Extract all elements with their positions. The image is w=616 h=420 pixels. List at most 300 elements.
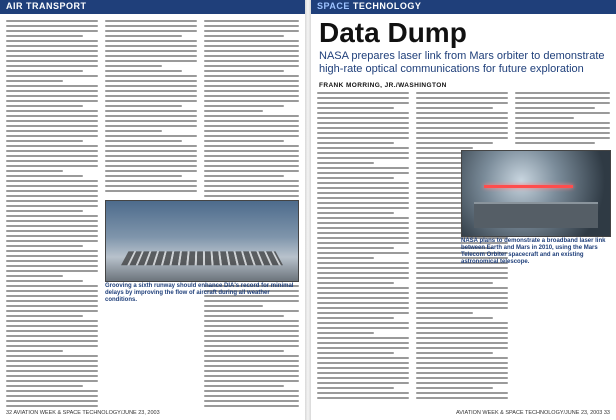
text-line [204, 120, 299, 122]
text-line [317, 357, 409, 359]
text-line [105, 35, 182, 37]
left-column-1 [6, 20, 98, 410]
text-line [105, 95, 197, 97]
text-line [317, 327, 409, 329]
text-line [204, 180, 299, 182]
text-line [416, 297, 508, 299]
text-line [317, 212, 394, 214]
text-line [6, 115, 98, 117]
text-line [317, 277, 409, 279]
text-line [317, 182, 409, 184]
text-line [105, 125, 197, 127]
section-prefix: SPACE [317, 1, 350, 11]
text-line [6, 365, 98, 367]
text-line [416, 367, 508, 369]
text-line [6, 140, 83, 142]
text-line [6, 130, 98, 132]
runway-photo [105, 200, 299, 282]
text-line [317, 347, 409, 349]
byline: FRANK MORRING, JR./WASHINGTON [319, 82, 447, 89]
text-line [6, 280, 83, 282]
text-line [416, 132, 508, 134]
text-line [204, 390, 299, 392]
text-line [6, 20, 98, 22]
text-line [416, 117, 508, 119]
text-line [6, 85, 98, 87]
text-line [105, 45, 197, 47]
text-line [317, 122, 409, 124]
text-line [416, 347, 508, 349]
text-line [105, 55, 197, 57]
text-line [204, 370, 299, 372]
text-line [6, 335, 98, 337]
text-line [204, 75, 299, 77]
text-line [317, 252, 409, 254]
text-line [317, 377, 409, 379]
text-line [317, 242, 409, 244]
text-line [416, 307, 508, 309]
text-line [204, 365, 299, 367]
text-line [105, 30, 197, 32]
text-line [204, 195, 299, 197]
text-line [6, 405, 98, 407]
text-line [105, 145, 197, 147]
text-line [317, 197, 409, 199]
text-line [6, 350, 63, 352]
laser-lab-photo [461, 150, 611, 237]
text-line [416, 102, 508, 104]
text-line [317, 262, 409, 264]
text-line [105, 40, 197, 42]
text-line [6, 215, 98, 217]
text-line [317, 142, 394, 144]
text-line [204, 30, 299, 32]
text-line [6, 400, 98, 402]
text-line [105, 115, 197, 117]
text-line [317, 232, 409, 234]
text-line [416, 302, 508, 304]
text-line [317, 397, 409, 399]
text-line [105, 85, 197, 87]
text-line [416, 397, 508, 399]
section-label-space-technology [317, 1, 421, 11]
text-line [204, 170, 299, 172]
text-line [204, 125, 299, 127]
text-line [6, 40, 98, 42]
text-line [204, 325, 299, 327]
folio-right: AVIATION WEEK & SPACE TECHNOLOGY/JUNE 23, 2003 33 [456, 410, 610, 416]
text-line [204, 165, 299, 167]
text-line [105, 185, 197, 187]
text-line [416, 97, 508, 99]
text-line [6, 145, 98, 147]
text-line [105, 140, 182, 142]
text-line [6, 180, 98, 182]
text-line [6, 55, 98, 57]
text-line [317, 107, 394, 109]
text-line [317, 202, 409, 204]
text-line [317, 192, 409, 194]
folio-left: 32 AVIATION WEEK & SPACE TECHNOLOGY/JUNE 23, 2003 [6, 410, 160, 416]
text-line [317, 97, 409, 99]
text-line [105, 165, 197, 167]
text-line [416, 357, 508, 359]
text-line [317, 162, 374, 164]
text-line [105, 150, 197, 152]
text-line [416, 327, 508, 329]
text-line [317, 132, 409, 134]
runway-icon [121, 251, 282, 265]
right-column-1 [317, 92, 409, 402]
text-line [204, 150, 299, 152]
text-line [6, 110, 98, 112]
text-line [317, 257, 374, 259]
section-bar-left [0, 0, 305, 14]
text-line [105, 50, 197, 52]
text-line [6, 200, 98, 202]
text-line [204, 375, 299, 377]
text-line [6, 275, 63, 277]
text-line [416, 92, 508, 94]
text-line [6, 30, 98, 32]
text-line [416, 267, 508, 269]
text-line [204, 340, 299, 342]
text-line [6, 195, 98, 197]
text-line [6, 315, 83, 317]
text-line [317, 287, 409, 289]
text-line [416, 312, 473, 314]
text-line [204, 305, 263, 307]
section-suffix: TECHNOLOGY [352, 1, 422, 11]
text-line [6, 75, 98, 77]
text-line [317, 282, 394, 284]
text-line [6, 250, 98, 252]
text-line [105, 100, 197, 102]
text-line [515, 102, 610, 104]
text-line [204, 175, 284, 177]
right-column-3 [515, 92, 610, 147]
text-line [204, 55, 299, 57]
text-line [6, 175, 83, 177]
text-line [317, 177, 394, 179]
text-line [317, 372, 409, 374]
text-line [515, 142, 595, 144]
text-line [6, 150, 98, 152]
text-line [6, 230, 98, 232]
text-line [204, 380, 299, 382]
text-line [416, 107, 493, 109]
text-line [204, 80, 299, 82]
text-line [204, 110, 263, 112]
text-line [317, 112, 409, 114]
text-line [6, 345, 98, 347]
text-line [6, 235, 98, 237]
text-line [6, 265, 98, 267]
text-line [6, 120, 98, 122]
text-line [317, 172, 409, 174]
text-line [204, 385, 284, 387]
text-line [6, 290, 98, 292]
text-line [6, 370, 98, 372]
text-line [204, 345, 299, 347]
left-column-2 [105, 20, 197, 195]
text-line [6, 210, 83, 212]
text-line [105, 20, 197, 22]
text-line [317, 152, 409, 154]
text-line [6, 330, 98, 332]
text-line [317, 247, 394, 249]
laser-beam-icon [484, 185, 573, 188]
text-line [416, 392, 508, 394]
text-line [317, 337, 409, 339]
text-line [317, 137, 409, 139]
text-line [204, 90, 299, 92]
text-line [105, 160, 197, 162]
text-line [105, 120, 197, 122]
section-bar-right [311, 0, 616, 14]
article-deck: NASA prepares laser link from Mars orbiter to demonstrate high-rate optical communications for future exploration [319, 50, 605, 75]
text-line [317, 127, 409, 129]
text-line [105, 65, 162, 67]
text-line [204, 310, 299, 312]
text-line [6, 385, 83, 387]
text-line [317, 147, 409, 149]
text-line [6, 305, 98, 307]
text-line [317, 297, 409, 299]
text-line [416, 287, 508, 289]
text-line [6, 225, 98, 227]
text-line [317, 362, 409, 364]
text-line [105, 75, 197, 77]
text-line [515, 122, 610, 124]
text-line [6, 170, 63, 172]
text-line [416, 272, 508, 274]
text-line [204, 45, 299, 47]
text-line [416, 317, 493, 319]
text-line [416, 122, 508, 124]
text-line [105, 130, 162, 132]
laser-photo-caption: NASA plans to demonstrate a broadband laser link between Earth and Mars in 2010, using the Mars Telecom Orbiter spacecraft and an existing astronomical telescope. [461, 238, 606, 265]
text-line [317, 227, 409, 229]
text-line [204, 160, 299, 162]
optical-table-icon [474, 202, 598, 228]
text-line [416, 322, 508, 324]
text-line [317, 267, 409, 269]
text-line [6, 160, 98, 162]
text-line [105, 70, 182, 72]
text-line [204, 320, 299, 322]
text-line [6, 190, 98, 192]
text-line [6, 185, 98, 187]
left-page [0, 0, 305, 420]
text-line [6, 105, 83, 107]
text-line [6, 390, 98, 392]
text-line [204, 100, 299, 102]
text-line [105, 175, 182, 177]
text-line [416, 292, 508, 294]
text-line [317, 352, 394, 354]
text-line [317, 302, 409, 304]
text-line [204, 355, 299, 357]
text-line [6, 285, 98, 287]
text-line [204, 20, 299, 22]
text-line [515, 97, 610, 99]
text-line [204, 60, 299, 62]
text-line [317, 102, 409, 104]
text-line [6, 90, 98, 92]
text-line [317, 187, 409, 189]
text-line [317, 167, 409, 169]
text-line [204, 335, 299, 337]
text-line [204, 65, 299, 67]
text-line [204, 185, 299, 187]
text-line [204, 40, 299, 42]
text-line [317, 272, 409, 274]
text-line [317, 392, 409, 394]
text-line [204, 395, 299, 397]
text-line [515, 132, 610, 134]
text-line [6, 205, 98, 207]
text-line [416, 142, 493, 144]
text-line [6, 300, 98, 302]
section-label-air-transport: AIR TRANSPORT [6, 1, 87, 11]
text-line [416, 127, 508, 129]
text-line [515, 127, 610, 129]
text-line [416, 112, 508, 114]
text-line [204, 115, 299, 117]
text-line [6, 45, 98, 47]
text-line [317, 292, 409, 294]
text-line [6, 240, 98, 242]
text-line [105, 110, 197, 112]
text-line [317, 322, 409, 324]
text-line [6, 80, 63, 82]
text-line [204, 140, 284, 142]
text-line [416, 282, 493, 284]
text-line [317, 157, 409, 159]
text-line [204, 25, 299, 27]
text-line [204, 155, 299, 157]
text-line [6, 50, 98, 52]
text-line [204, 350, 284, 352]
text-line [105, 170, 197, 172]
text-line [6, 60, 98, 62]
text-line [204, 105, 284, 107]
runway-photo-caption: Grooving a sixth runway should enhance DIA's record for minimal delays by improving the flow of aircraft during all weather conditions. [105, 283, 294, 303]
text-line [416, 147, 473, 149]
text-line [105, 105, 182, 107]
text-line [204, 50, 299, 52]
text-line [317, 117, 409, 119]
text-line [6, 295, 98, 297]
text-line [416, 387, 493, 389]
text-line [6, 135, 98, 137]
text-line [204, 35, 284, 37]
text-line [6, 100, 98, 102]
text-line [317, 342, 409, 344]
text-line [416, 372, 508, 374]
text-line [204, 95, 299, 97]
text-line [6, 65, 98, 67]
text-line [6, 125, 98, 127]
text-line [6, 25, 98, 27]
text-line [6, 340, 98, 342]
text-line [204, 130, 299, 132]
text-line [515, 92, 610, 94]
text-line [6, 165, 98, 167]
text-line [317, 367, 409, 369]
text-line [6, 320, 98, 322]
text-line [204, 85, 299, 87]
text-line [105, 80, 197, 82]
text-line [317, 317, 394, 319]
text-line [6, 70, 83, 72]
text-line [317, 332, 374, 334]
text-line [416, 377, 508, 379]
text-line [6, 355, 98, 357]
text-line [105, 90, 197, 92]
text-line [105, 180, 197, 182]
text-line [105, 190, 197, 192]
text-line [6, 260, 98, 262]
text-line [515, 112, 610, 114]
text-line [515, 117, 574, 119]
text-line [6, 360, 98, 362]
text-line [317, 387, 394, 389]
text-line [204, 70, 284, 72]
text-line [6, 375, 98, 377]
text-line [6, 155, 98, 157]
text-line [317, 222, 409, 224]
text-line [204, 135, 299, 137]
text-line [317, 217, 409, 219]
text-line [317, 307, 409, 309]
text-line [204, 405, 299, 407]
text-line [317, 92, 409, 94]
text-line [6, 255, 98, 257]
text-line [416, 277, 508, 279]
text-line [515, 107, 595, 109]
text-line [317, 382, 409, 384]
text-line [6, 95, 98, 97]
text-line [204, 400, 299, 402]
text-line [105, 155, 197, 157]
text-line [416, 362, 508, 364]
text-line [105, 135, 197, 137]
text-line [416, 352, 493, 354]
text-line [6, 380, 98, 382]
text-line [204, 330, 299, 332]
text-line [416, 342, 508, 344]
text-line [6, 325, 98, 327]
text-line [6, 245, 83, 247]
text-line [6, 270, 98, 272]
text-line [317, 207, 409, 209]
text-line [317, 312, 409, 314]
text-line [204, 360, 299, 362]
text-line [105, 25, 197, 27]
text-line [204, 145, 299, 147]
text-line [6, 395, 98, 397]
text-line [416, 337, 508, 339]
text-line [204, 190, 299, 192]
text-line [317, 237, 409, 239]
text-line [416, 382, 508, 384]
text-line [6, 220, 98, 222]
text-line [204, 315, 284, 317]
text-line [105, 60, 197, 62]
text-line [6, 310, 98, 312]
